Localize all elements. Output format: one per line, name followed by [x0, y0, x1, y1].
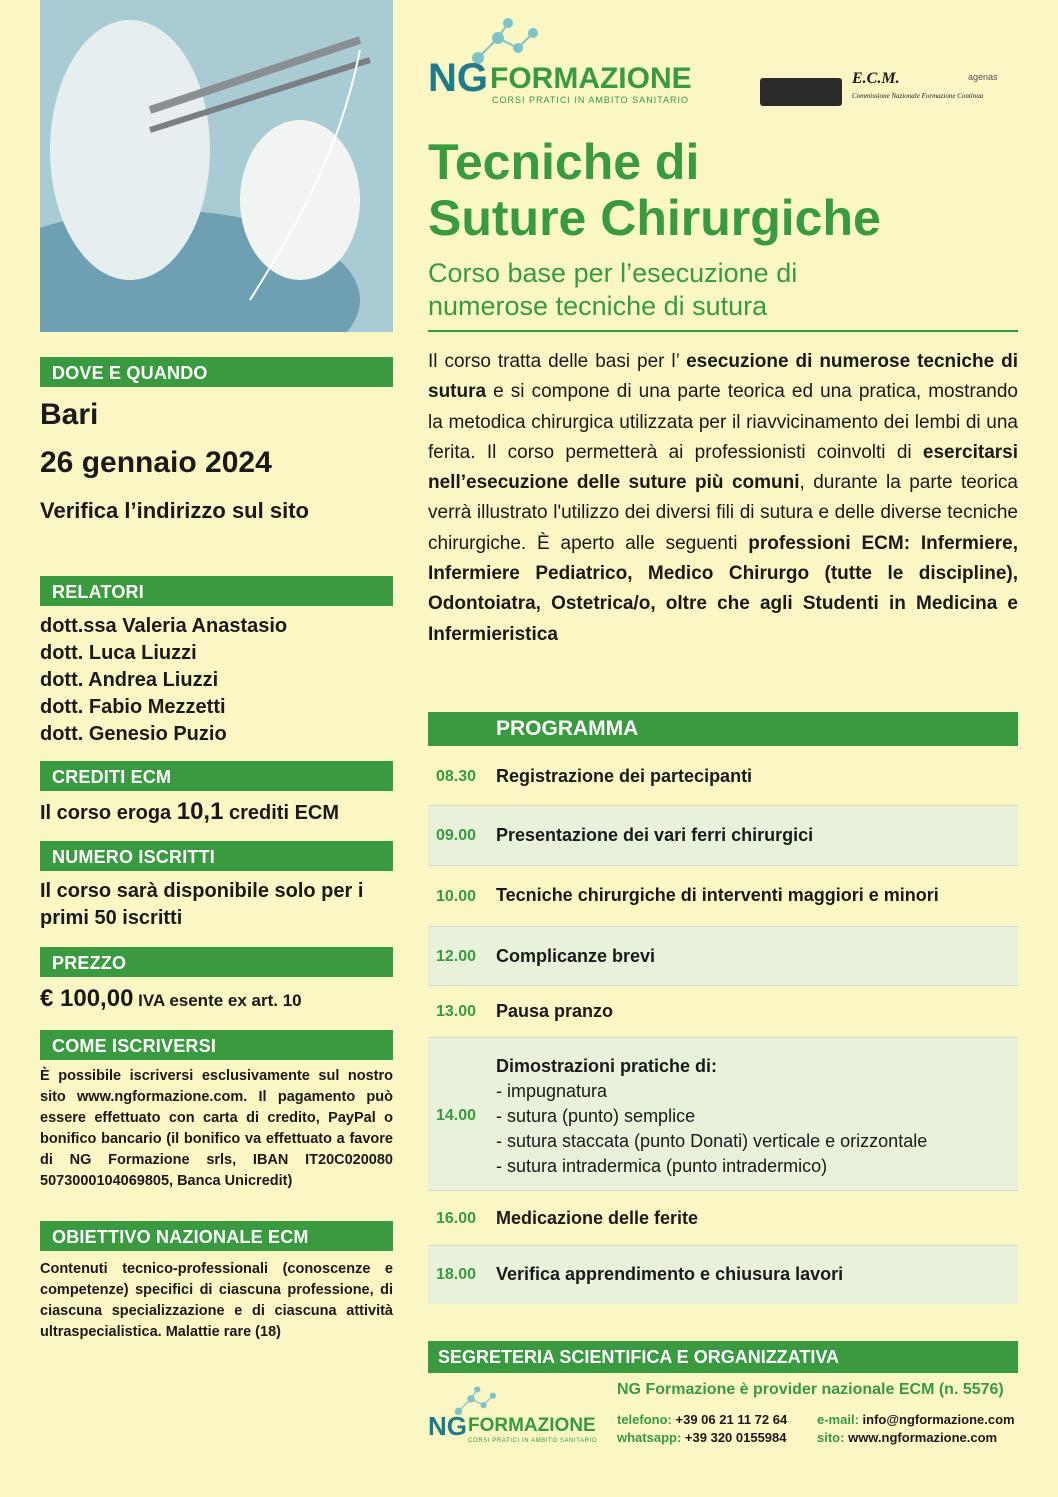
logo-brand: FORMAZIONE: [468, 1415, 596, 1436]
program-text: Complicanze brevi: [496, 946, 656, 966]
program-row: [428, 1191, 1018, 1246]
program-text: Tecniche chirurgiche di interventi maggiori e minori: [496, 885, 939, 905]
site-link[interactable]: www.ngformazione.com: [848, 1430, 998, 1445]
price-value: € 100,00: [40, 985, 134, 1012]
title-line-2: Suture Chirurgiche: [428, 190, 881, 246]
program-time: 09.00: [436, 827, 477, 844]
page-title: [428, 134, 1028, 246]
how-to-enroll-text: È possibile iscriversi esclusivamente sul nostro sito www.ngformazione.com. Il pagamento può essere effettuato con carta di credito, PayPal o bonifico bancario (il bonifico va effettuato a favore di NG Formazione srls, IBAN IT20C020080 5073000104069805, Banca Unicredit): [40, 1068, 393, 1189]
program-row: [428, 806, 1018, 866]
program-row: [428, 866, 1018, 927]
price-note: IVA esente ex art. 10: [133, 991, 302, 1010]
provider-note: NG Formazione è provider nazionale ECM (n. 5576): [617, 1381, 1004, 1398]
agenas-logo: agenas: [968, 72, 998, 82]
logo-ng: NG: [428, 56, 488, 100]
title-divider: [428, 330, 1018, 332]
enrollment-text: Il corso sarà disponibile solo per i primi 50 iscritti: [40, 880, 364, 929]
site-contact: sito: www.ngformazione.com: [817, 1430, 998, 1445]
ecm-logo: [760, 70, 1020, 110]
whatsapp-contact: whatsapp: +39 320 0155984: [617, 1430, 787, 1445]
course-description: Il corso tratta delle basi per l’ esecuzione di numerose tecniche di sutura e si compone di una parte teorica ed una pratica, mostrando la metodica chirurgica utilizzata per il riavvicinamento dei lembi di una ferita. Il corso permetterà ai professionisti coinvolti di esercitarsi nell’esecuzione delle suture più comuni, durante la parte teorica verrà illustrato l'utilizzo dei diversi fili di sutura e delle diverse tecniche chirurgiche. È aperto alle seguenti professioni ECM: Infermiere, Infermiere Pediatrico, Medico Chirurgo (tutte le discipline), Odontoiatra, Ostetrica/o, oltre che agli Studenti in Medicina e Infermieristica: [428, 351, 1019, 645]
program-text-title: Dimostrazioni pratiche di:: [496, 1056, 718, 1076]
phone-contact: telefono: +39 06 21 11 72 64: [617, 1412, 788, 1427]
speaker-item: dott. Fabio Mezzetti: [40, 696, 226, 718]
page-subtitle: [428, 257, 1028, 323]
ecm-group-image: [760, 78, 842, 106]
speaker-item: dott. Andrea Liuzzi: [40, 669, 219, 691]
program-header: PROGRAMMA: [428, 712, 1018, 746]
logo-tagline: CORSI PRATICI IN AMBITO SANITARIO: [468, 1438, 598, 1444]
speaker-item: dott.ssa Valeria Anastasio: [40, 615, 288, 637]
how-to-enroll-header: COME ISCRIVERSI: [40, 1030, 393, 1060]
credits-text: Il corso eroga 10,1 crediti ECM: [40, 798, 340, 825]
ng-formazione-logo: [428, 18, 698, 118]
program-subitem: - sutura (punto) semplice: [496, 1106, 696, 1126]
event-city: Bari: [40, 398, 99, 431]
program-subitem: - sutura intradermica (punto intradermico): [496, 1156, 828, 1176]
logo-ng: NG: [428, 1411, 467, 1441]
surgery-photo: [40, 0, 393, 332]
program-row: [428, 1038, 1018, 1191]
logo-tagline: CORSI PRATICI IN AMBITO SANITARIO: [492, 95, 690, 105]
program-time: 13.00: [436, 1003, 477, 1020]
program-subitem: - sutura staccata (punto Donati) verticale e orizzontale: [496, 1131, 928, 1151]
program-text: Pausa pranzo: [496, 1001, 614, 1021]
ng-formazione-logo-footer: [428, 1385, 608, 1455]
program-row: [428, 927, 1018, 986]
subtitle-line-1: Corso base per l’esecuzione di: [428, 258, 798, 288]
ecm-title: E.C.M.: [852, 70, 900, 87]
title-line-1: Tecniche di: [428, 134, 700, 190]
logo-brand: FORMAZIONE: [490, 62, 692, 95]
program-time: 08.30: [436, 768, 477, 785]
ecm-caption: Commissione Nazionale Formazione Continua: [852, 92, 984, 100]
speakers-list: [40, 613, 393, 748]
objective-text: Contenuti tecnico-professionali (conoscenze e competenze) specifici di ciascuna professione, di ciascuna specializzazione e di ciascuna attività ultraspecialistica. Malattie rare (18): [40, 1261, 393, 1340]
email-contact: e-mail: info@ngformazione.com: [817, 1412, 1015, 1427]
speakers-header: RELATORI: [40, 576, 393, 606]
speaker-item: dott. Luca Liuzzi: [40, 642, 197, 664]
speaker-item: dott. Genesio Puzio: [40, 723, 227, 745]
program-text: Presentazione dei vari ferri chirurgici: [496, 825, 814, 845]
program-row: [428, 746, 1018, 806]
program-time: 12.00: [436, 948, 477, 965]
address-note: Verifica l’indirizzo sul sito: [40, 498, 309, 523]
program-time: 14.00: [436, 1107, 477, 1124]
program-time: 18.00: [436, 1266, 477, 1283]
subtitle-line-2: numerose tecniche di sutura: [428, 291, 768, 321]
phone-number: +39 06 21 11 72 64: [675, 1412, 788, 1427]
whatsapp-number: +39 320 0155984: [684, 1430, 787, 1445]
program-row: [428, 1246, 1018, 1304]
program-time: 10.00: [436, 888, 477, 905]
objective-header: OBIETTIVO NAZIONALE ECM: [40, 1221, 393, 1251]
price-text: [40, 985, 393, 1013]
program-row: [428, 986, 1018, 1038]
enrollment-header: NUMERO ISCRITTI: [40, 841, 393, 871]
secretariat-header: SEGRETERIA SCIENTIFICA E ORGANIZZATIVA: [428, 1341, 1018, 1373]
program-text: Registrazione dei partecipanti: [496, 766, 753, 786]
program-text: Verifica apprendimento e chiusura lavori: [496, 1264, 844, 1284]
credits-value: 10,1: [176, 798, 224, 825]
event-date: 26 gennaio 2024: [40, 446, 272, 479]
email-link[interactable]: info@ngformazione.com: [862, 1412, 1015, 1427]
program-subitem: - impugnatura: [496, 1081, 608, 1101]
program-text: Medicazione delle ferite: [496, 1208, 699, 1228]
price-header: PREZZO: [40, 947, 393, 977]
program-time: 16.00: [436, 1210, 477, 1227]
program-text: [496, 1054, 927, 1179]
credits-header: CREDITI ECM: [40, 761, 393, 791]
where-when-header: DOVE E QUANDO: [40, 357, 393, 387]
